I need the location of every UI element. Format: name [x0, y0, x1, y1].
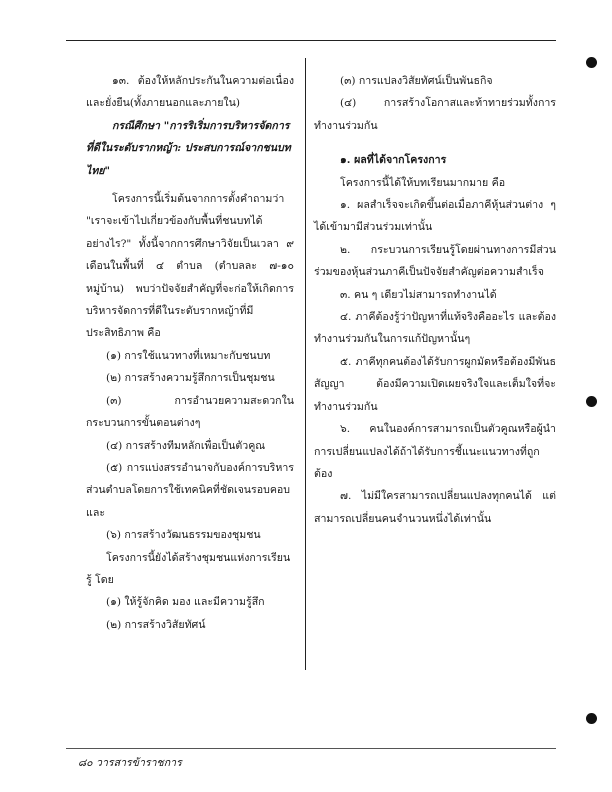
- results-heading: ๑. ผลที่ได้จากโครงการ: [340, 154, 447, 167]
- lesson-item: ๗. ไม่มีใครสามารถเปลี่ยนแปลงทุกคนได้ แต่สามารถเปลี่ยนคนจำนวนหนึ่งได้เท่านั้น: [314, 490, 556, 525]
- journal-name: วารสารข้าราชการ: [96, 757, 182, 769]
- factor-item: (๖) การสร้างวัฒนธรรมของชุมชน: [106, 529, 261, 542]
- learning-item: (๒) การสร้างวิสัยทัศน์: [106, 618, 206, 631]
- lesson-item: ๖. คนในองค์การสามารถเป็นตัวคูณหรือผู้นำการเปลี่ยนแปลงได้ถ้าได้รับการชี้แนะแนวทางที่ถูกต้อง: [314, 423, 556, 480]
- right-column: [314, 70, 560, 530]
- factor-item: (๒) การสร้างความรู้สึกการเป็นชุมชน: [106, 372, 275, 385]
- results-intro: โครงการนี้ได้ให้บทเรียนมากมาย คือ: [340, 176, 506, 189]
- lesson-item: ๑. ผลสำเร็จจะเกิดขึ้นต่อเมื่อภาคีหุ้นส่วนต่าง ๆ ได้เข้ามามีส่วนร่วมเท่านั้น: [314, 199, 560, 234]
- factor-item: (๑) การใช้แนวทางที่เหมาะกับชนบท: [106, 349, 271, 362]
- item-13: ๑๓. ต้องให้หลักประกันในความต่อเนื่องและยั่งยืน(ทั้งภายนอกและภายใน): [86, 75, 294, 110]
- lesson-item: ๒. กระบวนการเรียนรู้โดยผ่านทางการมีส่วนร่วมของหุ้นส่วนภาคีเป็นปัจจัยสำคัญต่อความสำเร็จ: [314, 243, 556, 279]
- top-rule: [66, 40, 556, 41]
- page-footer: [78, 754, 182, 771]
- case-study-heading: กรณีศึกษา "การริเริ่มการบริหารจัดการที่ดีในระดับรากหญ้า: ประสบการณ์จากชนบทไทย": [86, 119, 291, 177]
- learning-item: (๔) การสร้างโอกาสและท้าทายร่วมทั้งการทำงานร่วมกัน: [314, 97, 556, 132]
- factor-item: (๕) การแบ่งสรรอำนาจกับองค์การบริหารส่วนตำบลโดยการใช้เทคนิคที่ชัดเจนรอบคอบ และ: [86, 461, 294, 519]
- lesson-item: ๕. ภาคีทุกคนต้องได้รับการผูกมัดหรือต้องมีพันธสัญญา ต้องมีความเปิดเผยจริงใจและเต็มใจที่จะทำงานร่วมกัน: [314, 355, 556, 413]
- lesson-item: ๔. ภาคีต้องรู้ว่าปัญหาที่แท้จริงคืออะไร และต้องทำงานร่วมกันในการแก้ปัญหานั้นๆ: [314, 311, 556, 346]
- learning-intro: โครงการนี้ยังได้สร้างชุมชนแห่งการเรียนรู้ โดย: [86, 551, 291, 586]
- learning-item: (๓) การแปลงวิสัยทัศน์เป็นพันธกิจ: [340, 75, 493, 87]
- left-column: [86, 70, 298, 636]
- project-intro: โครงการนี้เริ่มต้นจากการตั้งคำถามว่า "เราจะเข้าไปเกี่ยวข้องกับพื้นที่ชนบทได้อย่างไร?" ทั้งนี้จากการศึกษาวิจัยเป็นเวลา ๙ เดือนในพื้นที่ ๔ ตำบล (ตำบลละ ๗-๑๐ หมู่บ้าน) พบว่าปัจจัยสำคัญที่จะก่อให้เกิดการบริหารจัดการที่ดีในระดับรากหญ้าที่มีประสิทธิภาพ คือ: [86, 193, 298, 340]
- punch-hole-bottom: [586, 713, 597, 724]
- column-divider: [305, 58, 306, 670]
- factor-item: (๔) การสร้างทีมหลักเพื่อเป็นตัวคูณ: [106, 439, 266, 452]
- factor-item: (๓) การอำนวยความสะดวกในกระบวนการขั้นตอนต่างๆ: [86, 394, 294, 430]
- lesson-item: ๓. คน ๆ เดียวไม่สามารถทำงานได้: [340, 288, 497, 301]
- learning-item: (๑) ให้รู้จักคิด มอง และมีความรู้สึก: [106, 596, 265, 609]
- bottom-rule: [66, 748, 556, 749]
- punch-hole-top: [586, 57, 597, 68]
- punch-hole-middle: [586, 396, 597, 407]
- page-number: ๘๐: [78, 757, 93, 769]
